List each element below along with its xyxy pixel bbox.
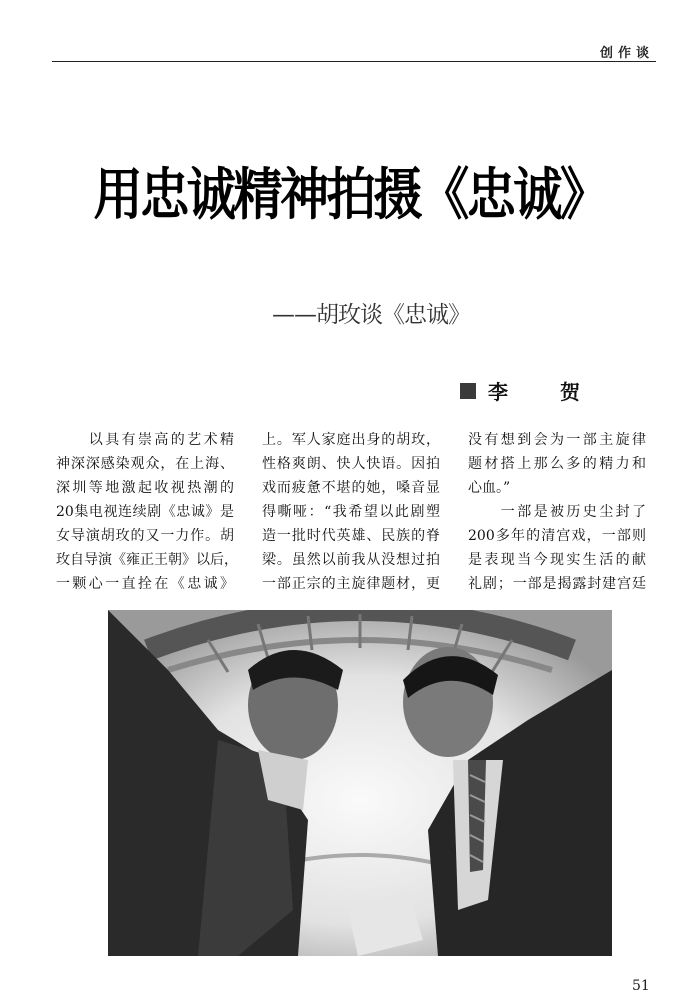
text-line: 女导演胡玫的又一力作。胡 [56,528,234,544]
section-label: 创作谈 [599,46,654,61]
article-title: 用忠诚精神拍摄《忠诚》 [93,163,607,228]
byline-square-icon [460,383,476,399]
text-line: 题材搭上那么多的精力和 [468,456,646,472]
byline [460,376,596,405]
text-line: 礼剧；一部是揭露封建宫廷 [468,576,646,592]
text-line: 一部是被历史尘封了 [468,504,646,520]
photo-two-men-icon [108,610,612,956]
text-line: 20集电视连续剧《忠诚》是 [56,504,234,520]
text-column-3 [468,428,646,596]
text-line: 得嘶哑：“我希望以此剧塑 [262,504,440,520]
text-line: 深圳等地激起收视热潮的 [56,480,234,496]
text-column-2 [262,428,440,596]
article-photo [108,610,612,956]
text-line: 神深深感染观众，在上海、 [56,456,234,472]
text-line: 以具有崇高的艺术精 [56,432,234,448]
text-line: 一颗心一直拴在《忠诚》 [56,576,234,592]
text-line: 玫自导演《雍正王朝》以后， [56,552,238,568]
text-line: 没有想到会为一部主旋律 [468,432,646,448]
header-rule [52,61,656,62]
text-line: 是表现当今现实生活的献 [468,552,646,568]
text-line: 梁。虽然以前我从没想过拍 [262,552,440,568]
text-line: 造一批时代英雄、民族的脊 [262,528,440,544]
text-line: 200多年的清宫戏，一部则 [468,528,646,544]
text-line: 一部正宗的主旋律题材，更 [262,576,440,592]
text-column-1 [56,428,238,596]
author-name: 李 贺 [488,380,596,404]
page-number: 51 [632,978,650,994]
text-line: 心血。” [468,480,511,496]
text-line: 上。军人家庭出身的胡玫， [262,432,440,448]
text-line: 戏而疲惫不堪的她，嗓音显 [262,480,440,496]
text-line: 性格爽朗、快人快语。因拍 [262,456,440,472]
article-subtitle: ——胡玫谈《忠诚》 [272,302,470,328]
